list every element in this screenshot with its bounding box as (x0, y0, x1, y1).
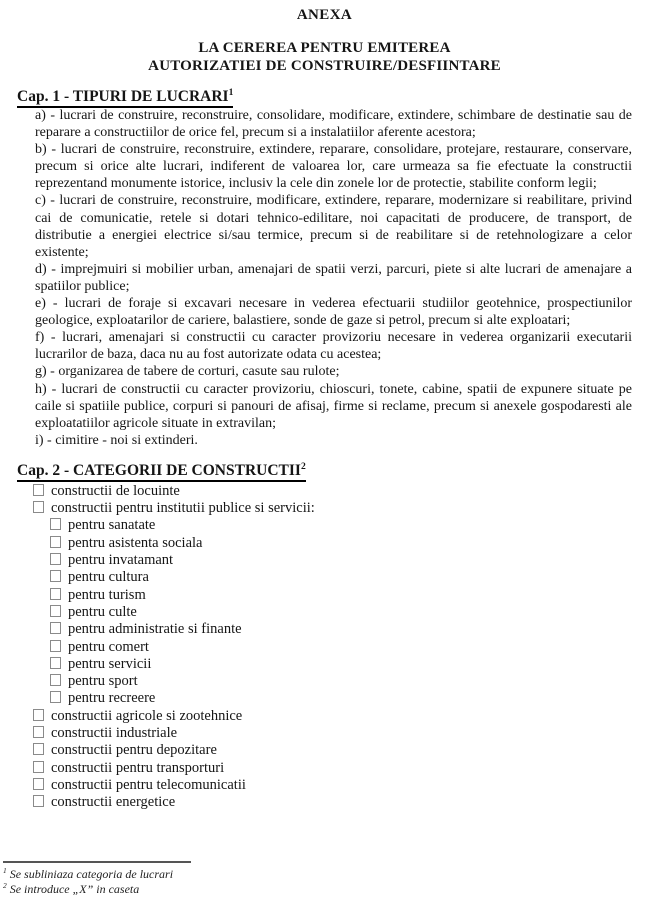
checkbox-label: pentru comert (68, 638, 149, 655)
checkbox-row (0, 500, 649, 517)
chapter2-heading (17, 462, 649, 480)
checkbox[interactable] (50, 588, 61, 600)
checkbox-label: pentru recreere (68, 690, 156, 707)
checkbox-label: constructii energetice (51, 794, 176, 811)
footnote-2 (3, 882, 191, 897)
checkbox[interactable] (33, 501, 44, 513)
footnote-ref-1: 1 (228, 86, 234, 98)
checkbox-row (0, 552, 649, 569)
checkbox-row (0, 777, 649, 794)
checkbox-label: constructii pentru transporturi (51, 759, 225, 776)
checkbox-label: pentru turism (68, 586, 146, 603)
subtitle-line-1: LA CEREREA PENTRU EMITEREA (198, 40, 451, 56)
checkbox-row (0, 742, 649, 759)
footnotes-section (3, 861, 191, 896)
checkbox-label: pentru culte (68, 603, 137, 620)
checkbox[interactable] (33, 761, 44, 773)
footnote-2-text: Se introduce „X” in caseta (9, 881, 140, 896)
cap1-item-f: f) - lucrari, amenajari si constructii cu caracter provizoriu necesare in vederea organizarii executarii lucrarilor de baza, daca nu au fost autorizate odata cu acestea; (35, 330, 632, 363)
cap1-item-b: b) - lucrari de construire, reconstruire, extindere, reparare, consolidare, protejare, restaurare, conservare, precum si orice alte lucrari, indiferent de valoarea lor, care urmeaza sa fie efectuate la constructii reprezentand monumente istorice, inclusiv la cele din zonele lor de protectie, stabilite conform legii; (35, 142, 632, 192)
cap1-item-c: c) - lucrari de construire, reconstruire, modificare, extindere, reparare, modernizare si reabilitare, privind cai de comunicatie, retele si dotari tehnico-edilitare, noi capacitati de producere, de transport, de distributie a energiei electrice si/sau termice, precum si de reabilitare si de retehnologizare a celor existente; (35, 193, 632, 260)
checkbox-row (0, 604, 649, 621)
footnote-2-ref: 2 (3, 880, 7, 890)
checkbox-row (0, 517, 649, 534)
checkbox[interactable] (50, 640, 61, 652)
checkbox[interactable] (50, 605, 61, 617)
checkbox-label: pentru sport (68, 673, 138, 690)
chapter1-paragraphs (35, 107, 632, 449)
checkbox-row (0, 673, 649, 690)
page-title: ANEXA (296, 7, 353, 23)
checkbox[interactable] (50, 553, 61, 565)
checkbox-label: pentru administratie si finante (68, 621, 242, 638)
cap1-item-i: i) - cimitire - noi si extinderi. (35, 432, 198, 448)
footnote-1 (3, 867, 191, 882)
checkbox-row (0, 690, 649, 707)
footnote-1-text: Se subliniaza categoria de lucrari (9, 867, 174, 881)
checkbox-label: pentru sanatate (68, 517, 156, 534)
checkbox-row (0, 794, 649, 811)
cap1-item-a: a) - lucrari de construire, reconstruire, consolidare, modificare, extindere, schimbare de destinatie sau de reparare a constructiilor de orice fel, precum si a instalatiilor aferente acestora; (35, 108, 632, 141)
checkbox-row (0, 656, 649, 673)
checkbox[interactable] (50, 691, 61, 703)
footnote-separator (3, 861, 191, 863)
cap1-item-d: d) - imprejmuiri si mobilier urban, amenajari de spatii verzi, parcuri, piete si alte lucrari de amenajare a spatiilor publice; (35, 261, 632, 294)
checkbox-row (0, 483, 649, 500)
checkbox-row (0, 535, 649, 552)
checkbox[interactable] (50, 518, 61, 530)
checkbox-label: pentru cultura (68, 569, 149, 586)
checkbox[interactable] (33, 484, 44, 496)
checkbox-row (0, 569, 649, 586)
checkbox-row (0, 725, 649, 742)
checkbox-label: pentru servicii (68, 655, 152, 672)
chapter2-heading-text: Cap. 2 - CATEGORII DE CONSTRUCTII (17, 461, 301, 479)
checkbox-label: constructii pentru telecomunicatii (51, 776, 246, 793)
checkbox-label: pentru invatamant (68, 552, 174, 569)
checkbox-label: constructii industriale (51, 725, 178, 742)
cap1-item-g: g) - organizarea de tabere de corturi, casute sau rulote; (35, 364, 340, 380)
checkbox[interactable] (50, 622, 61, 634)
checkbox[interactable] (33, 795, 44, 807)
chapter1-heading (17, 88, 649, 106)
footnote-1-ref: 1 (3, 866, 7, 875)
checkbox-row (0, 621, 649, 638)
checkbox[interactable] (50, 657, 61, 669)
checkbox[interactable] (50, 674, 61, 686)
cap1-item-h: h) - lucrari de constructii cu caracter provizoriu, chioscuri, tonete, cabine, spatii de expunere situate pe caile si spatiile publice, corpuri si panouri de afisaj, firme si reclame, precum si anexele gospodaresti ale exploatatiilor agricole situate in extravilan; (35, 381, 632, 431)
checkbox-label: pentru asistenta sociala (68, 534, 203, 551)
checkbox-label: constructii pentru depozitare (51, 742, 217, 759)
checkbox-label: constructii agricole si zootehnice (51, 707, 243, 724)
construction-categories-list (0, 483, 649, 812)
checkbox[interactable] (33, 778, 44, 790)
checkbox[interactable] (33, 726, 44, 738)
checkbox-label: constructii pentru institutii publice si servicii: (51, 500, 315, 517)
checkbox[interactable] (50, 536, 61, 548)
footnote-ref-2: 2 (300, 460, 306, 472)
subtitle-line-2: AUTORIZATIEI DE CONSTRUIRE/DESFIINTARE (148, 57, 501, 74)
checkbox-row (0, 587, 649, 604)
chapter1-heading-text: Cap. 1 - TIPURI DE LUCRARI (17, 88, 229, 105)
checkbox[interactable] (33, 743, 44, 755)
checkbox-label: constructii de locuinte (51, 482, 180, 499)
document-subtitle (0, 40, 649, 75)
checkbox[interactable] (33, 709, 44, 721)
checkbox-row (0, 639, 649, 656)
cap1-item-e: e) - lucrari de foraje si excavari necesare in vederea efectuarii studiilor geotehnice, prospectiunilor geologice, exploatarilor de cariere, balastiere, sonde de gaze si petrol, precum si alte exploatari; (35, 296, 632, 329)
checkbox-row (0, 760, 649, 777)
checkbox[interactable] (50, 570, 61, 582)
checkbox-row (0, 708, 649, 725)
